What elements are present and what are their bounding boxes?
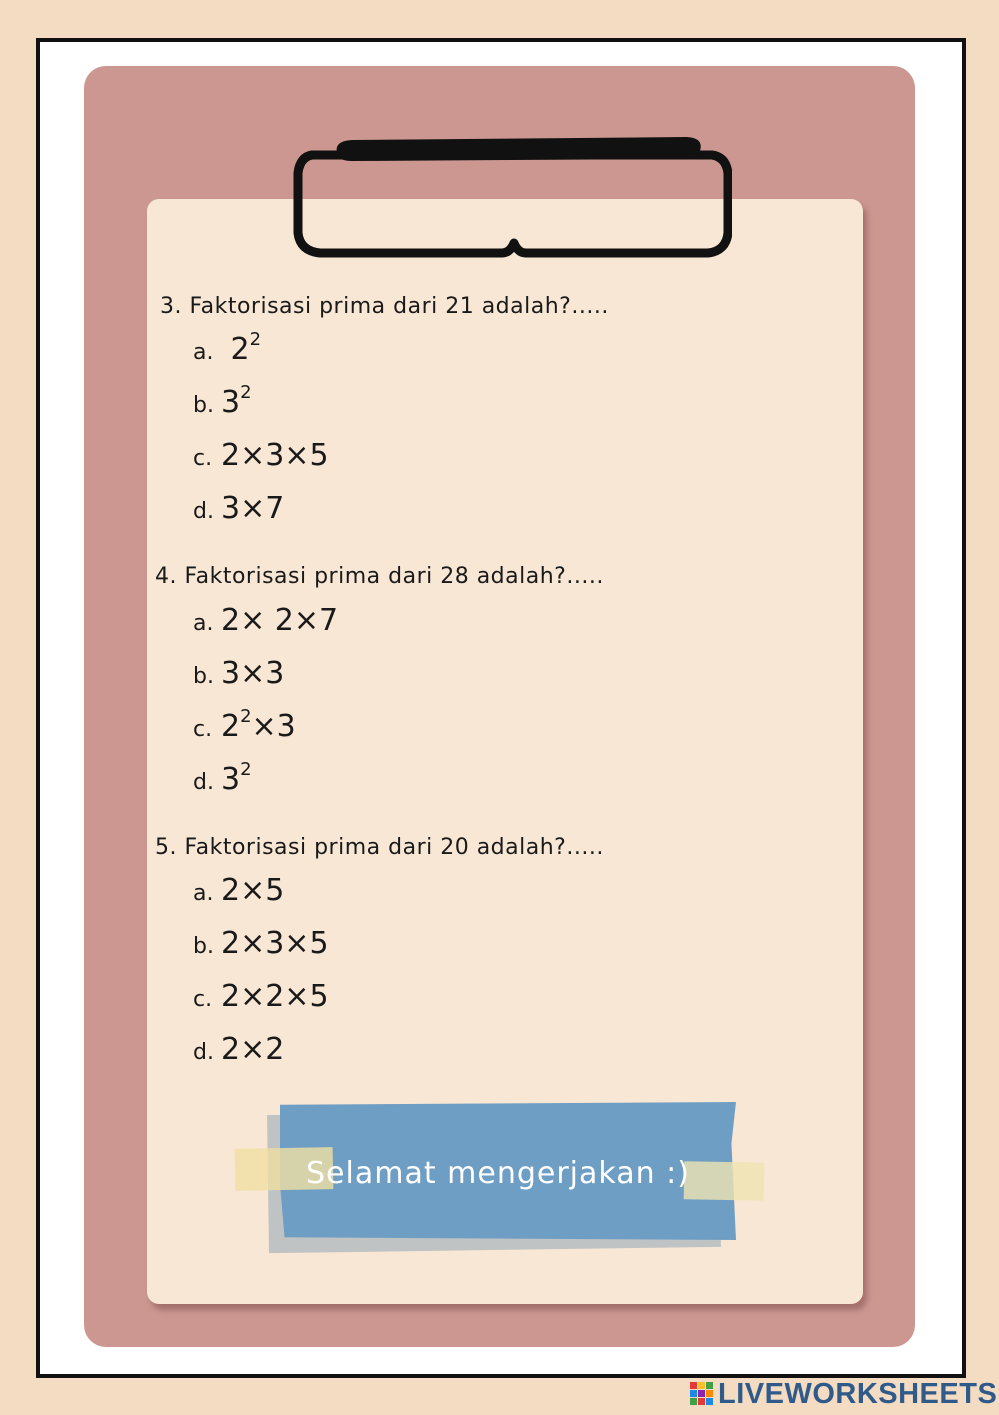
option-letter: d. [193,1040,214,1065]
question-3-option-d[interactable] [193,491,284,526]
option-exponent: 2 [240,382,252,403]
question-4-option-b[interactable] [193,656,284,691]
question-4-option-c[interactable] [193,706,296,744]
option-value-rest: ×3 [251,709,296,744]
question-4-option-a[interactable] [193,603,338,638]
question-5-option-d[interactable] [193,1032,284,1067]
option-letter: c. [193,717,213,742]
option-value: 3×3 [221,656,285,691]
option-exponent: 2 [240,759,252,780]
option-value: 3 [221,762,241,797]
option-letter: b. [193,934,214,959]
question-3-option-a[interactable] [193,329,262,367]
question-4-option-d[interactable] [193,759,252,797]
option-exponent: 2 [249,329,262,350]
option-value: 2× 2×7 [221,603,339,638]
option-value: 2×3×5 [221,438,329,473]
option-value: 2×2×5 [221,979,329,1014]
option-value: 2×3×5 [221,926,329,961]
question-5-text: 5. Faktorisasi prima dari 20 adalah?..... [155,835,604,860]
question-5-option-a[interactable] [193,873,284,908]
brand-name[interactable]: LIVEWORKSHEETS [718,1378,998,1410]
liveworksheets-logo-icon [690,1382,714,1406]
option-letter: b. [193,664,214,689]
option-exponent: 2 [240,706,252,727]
option-letter: d. [193,770,214,795]
option-letter: a. [193,881,214,906]
option-value: 2 [230,332,250,367]
option-letter: b. [193,393,214,418]
question-5-option-b[interactable] [193,926,329,961]
question-5-option-c[interactable] [193,979,329,1014]
question-3-text: 3. Faktorisasi prima dari 21 adalah?..... [160,294,609,319]
option-letter: a. [193,340,214,365]
option-value: 2 [221,709,241,744]
option-value: 2×5 [221,873,285,908]
clipboard-clip-icon [292,133,732,273]
option-value: 3×7 [221,491,285,526]
option-value: 2×2 [221,1032,285,1067]
option-value: 3 [221,385,241,420]
question-4-text: 4. Faktorisasi prima dari 28 adalah?..... [155,564,604,589]
option-letter: a. [193,611,214,636]
question-3-option-b[interactable] [193,382,252,420]
option-letter: c. [193,987,213,1012]
closing-message: Selamat mengerjakan :) [306,1156,690,1191]
option-letter: d. [193,499,214,524]
option-letter: c. [193,446,213,471]
question-3-option-c[interactable] [193,438,329,473]
